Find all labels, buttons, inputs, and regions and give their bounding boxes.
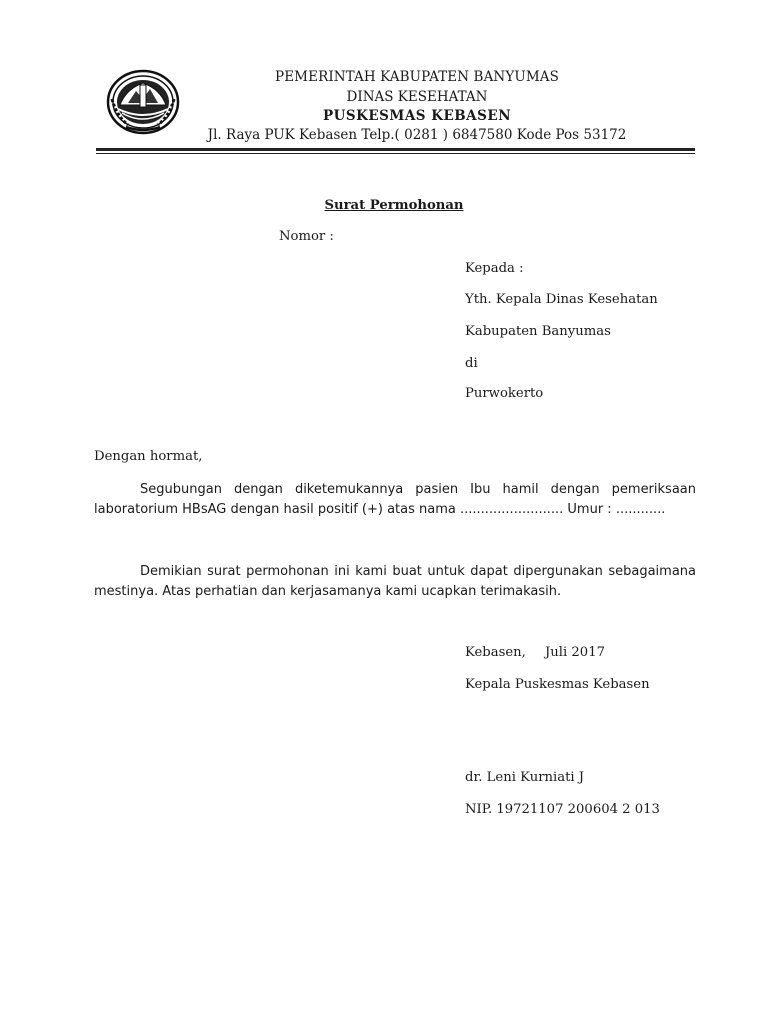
signature-place: Kebasen, <box>465 645 526 660</box>
header-government: PEMERINTAH KABUPATEN BANYUMAS <box>275 69 559 85</box>
body-paragraph-2: Demikian surat permohonan ini kami buat untuk dapat dipergunakan sebagaimana mestinya. Atas perhatian dan kerjasamanya kami ucapkan terimakasih. <box>94 564 696 599</box>
letter-number: Nomor : <box>279 229 334 244</box>
recipient-kepada: Kepada : <box>465 261 524 276</box>
body-paragraph-1: Segubungan dengan diketemukannya pasien Ibu hamil dengan pemeriksaan laboratorium HBsAG dengan hasil positif (+) atas nama ......................... Umur : ............ <box>94 482 696 517</box>
header-address: Jl. Raya PUK Kebasen Telp.( 0281 ) 6847580 Kode Pos 53172 <box>207 127 627 143</box>
header-divider-thick <box>96 148 695 151</box>
signature-nip: NIP. 19721107 200604 2 013 <box>465 802 660 817</box>
header-institution: PUSKESMAS KEBASEN <box>322 108 512 124</box>
signature-position: Kepala Puskesmas Kebasen <box>465 677 650 692</box>
regional-emblem-icon <box>106 69 180 135</box>
recipient-line-4: Purwokerto <box>465 386 544 401</box>
signature-name: dr. Leni Kurniati J <box>465 770 585 785</box>
recipient-line-3: di <box>465 356 478 371</box>
salutation: Dengan hormat, <box>94 449 203 464</box>
header-divider-thin <box>96 153 695 154</box>
signature-date: Juli 2017 <box>545 645 605 660</box>
header-department: DINAS KESEHATAN <box>346 89 488 105</box>
recipient-line-2: Kabupaten Banyumas <box>465 324 611 339</box>
letter-title: Surat Permohonan <box>324 198 464 213</box>
recipient-line-1: Yth. Kepala Dinas Kesehatan <box>465 292 658 307</box>
